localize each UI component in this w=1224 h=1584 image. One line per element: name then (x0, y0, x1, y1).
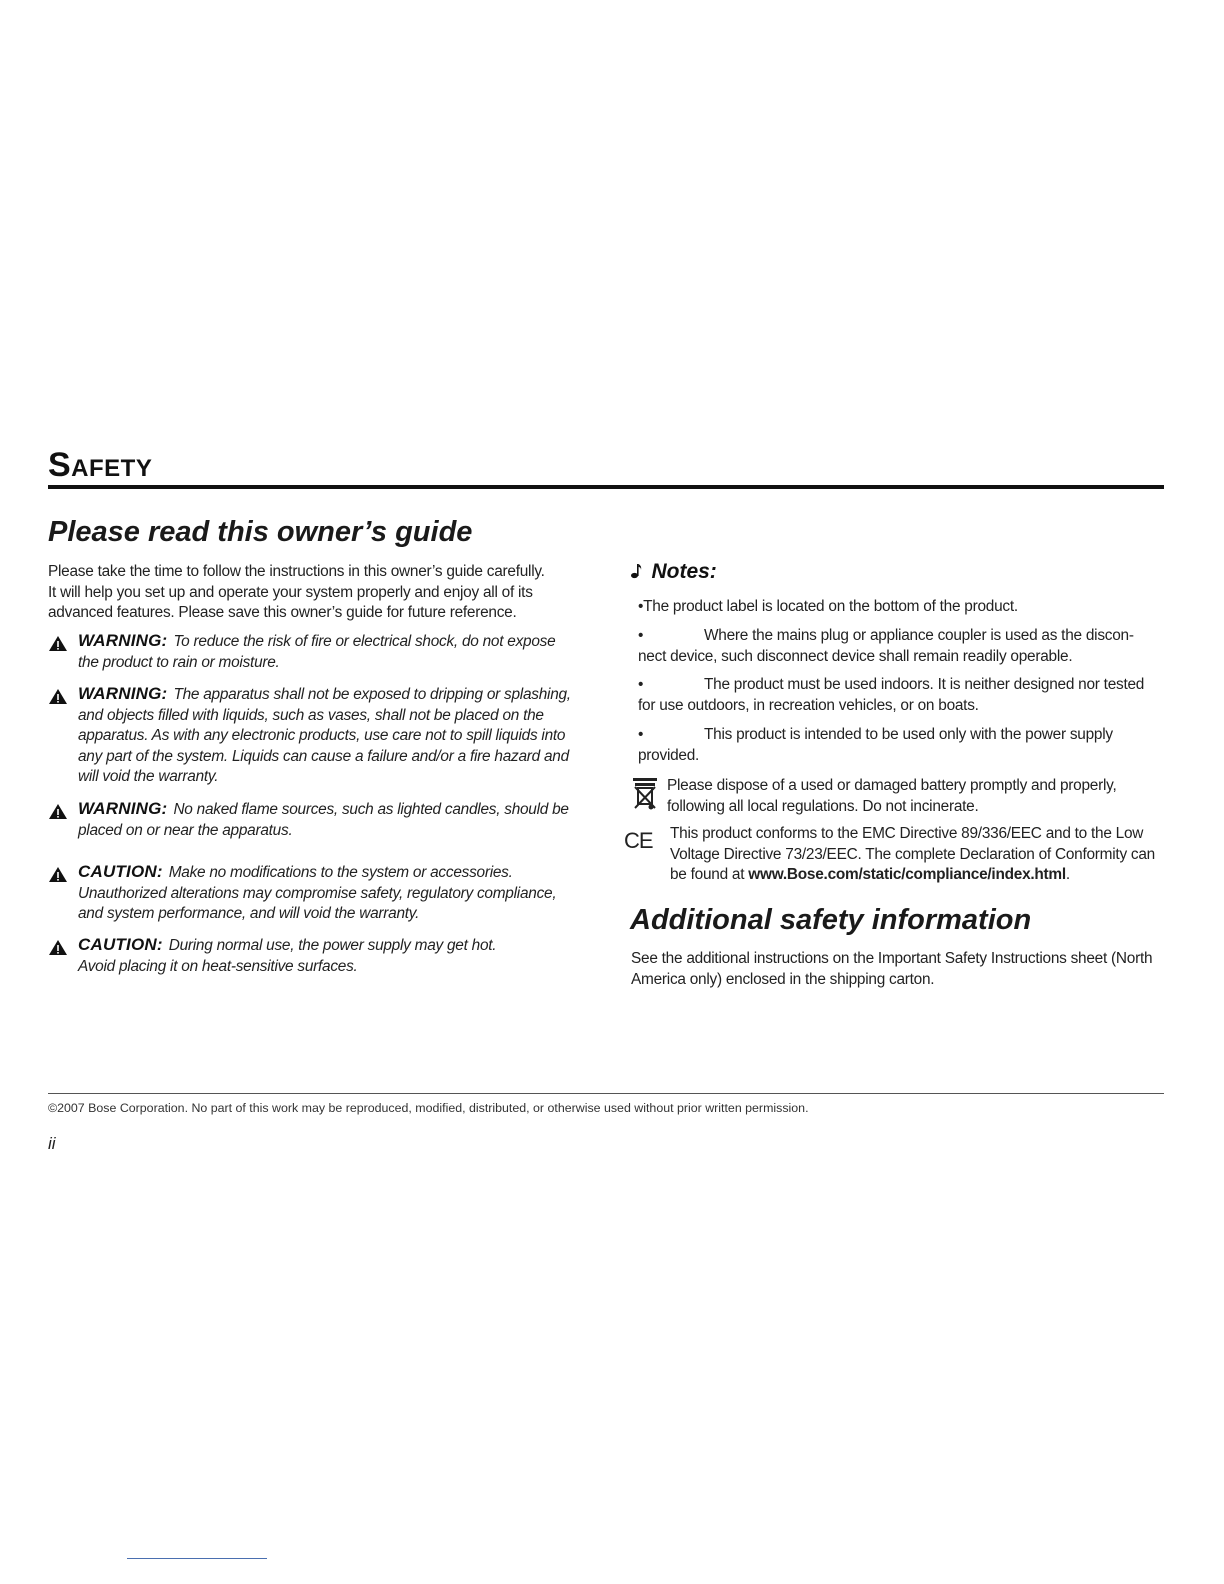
note-item (638, 725, 1158, 766)
ce-line-end: . (1065, 866, 1070, 884)
notes-heading-row (630, 560, 717, 584)
ce-line: be found at (670, 866, 749, 884)
warning-item (48, 799, 588, 841)
music-note-icon (630, 560, 644, 580)
warning-triangle-icon (48, 633, 68, 653)
warning-text (78, 799, 588, 841)
ce-line: This product conforms to the EMC Directive 89/336/EEC and to the Low (670, 825, 1144, 842)
title-rule (48, 485, 1164, 489)
warning-item (48, 684, 588, 788)
warning-label: WARNING: (78, 684, 168, 703)
warning-line: any part of the system. Liquids can cause a failure and/or a fire hazard and (78, 747, 569, 765)
crossed-bin-icon (631, 776, 659, 812)
warning-triangle-icon (48, 801, 68, 821)
caution-line: Unauthorized alterations may compromise safety, regulatory compliance, (78, 884, 557, 902)
additional-line: See the additional instructions on the Important Safety Instructions sheet (North (631, 950, 1153, 967)
intro-line: Please take the time to follow the instructions in this owner’s guide carefully. (48, 563, 545, 580)
intro-line: advanced features. Please save this owner’s guide for future reference. (48, 604, 517, 622)
warning-triangle-icon (48, 686, 68, 706)
warning-item (48, 631, 588, 673)
section-title: Safety (48, 446, 153, 484)
intro-line: It will help you set up and operate your system properly and enjoy all of its (48, 583, 533, 601)
caution-item (48, 935, 588, 977)
additional-safety-text (631, 949, 1171, 990)
ce-text (670, 824, 1164, 886)
caution-line: and system performance, and will void the warranty. (78, 905, 420, 923)
note-line: Where the mains plug or appliance coupler is used as the discon- (704, 627, 1134, 644)
caution-line: During normal use, the power supply may get hot. (168, 937, 497, 954)
bullet: • (638, 627, 644, 644)
warning-text (78, 684, 588, 788)
note-item (638, 626, 1158, 667)
caution-triangle-icon (48, 864, 68, 884)
caution-item (48, 862, 588, 925)
warning-line: apparatus. As with any electronic products, use care not to spill liquids into (78, 727, 566, 745)
note-line: for use outdoors, in recreation vehicles, or on boats. (638, 696, 979, 714)
ce-mark-icon: CE (624, 828, 653, 853)
note-item (638, 675, 1158, 716)
warning-line: placed on or near the apparatus. (78, 821, 293, 839)
additional-safety-heading: Additional safety information (630, 904, 1032, 936)
warning-line: and objects filled with liquids, such as vases, shall not be placed on the (78, 706, 544, 724)
note-line: •The product label is located on the bottom of the product. (638, 598, 1018, 615)
intro-paragraph (48, 562, 608, 624)
caution-text (78, 862, 588, 925)
warning-line: will void the warranty. (78, 768, 219, 786)
bullet: • (638, 676, 644, 693)
caution-text (78, 935, 588, 977)
warning-text (78, 631, 588, 673)
note-line: This product is intended to be used only with the power supply (704, 726, 1113, 743)
caution-label: CAUTION: (78, 862, 163, 881)
copyright-notice: ©2007 Bose Corporation. No part of this work may be reproduced, modified, distributed, or otherwise used without prior written permission. (48, 1101, 809, 1115)
footer-rule (48, 1093, 1164, 1094)
compliance-link[interactable]: www.Bose.com/static/compliance/index.html (748, 866, 1066, 884)
notes-heading: Notes: (651, 560, 717, 583)
additional-line: America only) enclosed in the shipping carton. (631, 970, 935, 988)
ce-line: Voltage Directive 73/23/EEC. The complete Declaration of Conformity can (670, 845, 1155, 863)
owners-guide-heading: Please read this owner’s guide (48, 516, 473, 548)
ce-compliance (624, 824, 1164, 886)
caution-line: Avoid placing it on heat-sensitive surfaces. (78, 957, 358, 975)
bullet: • (638, 726, 644, 743)
caution-line: Make no modifications to the system or accessories. (168, 864, 513, 881)
note-item (638, 597, 1158, 618)
warning-line: the product to rain or moisture. (78, 653, 280, 671)
note-line: nect device, such disconnect device shall remain readily operable. (638, 647, 1073, 665)
warning-label: WARNING: (78, 631, 168, 650)
note-line: provided. (638, 746, 700, 764)
page-number: ii (48, 1134, 56, 1153)
warning-line: To reduce the risk of fire or electrical shock, do not expose (173, 633, 556, 650)
caution-label: CAUTION: (78, 935, 163, 954)
battery-line: following all local regulations. Do not incinerate. (667, 797, 979, 815)
bottom-edge-line (127, 1558, 267, 1559)
note-line: The product must be used indoors. It is neither designed nor tested (704, 676, 1145, 693)
warning-label: WARNING: (78, 799, 168, 818)
battery-disposal (631, 776, 1171, 817)
battery-line: Please dispose of a used or damaged battery promptly and properly, (667, 777, 1117, 794)
warning-line: No naked flame sources, such as lighted candles, should be (173, 801, 569, 818)
battery-text (667, 776, 1171, 817)
warning-line: The apparatus shall not be exposed to dripping or splashing, (173, 686, 571, 703)
caution-triangle-icon (48, 937, 68, 957)
